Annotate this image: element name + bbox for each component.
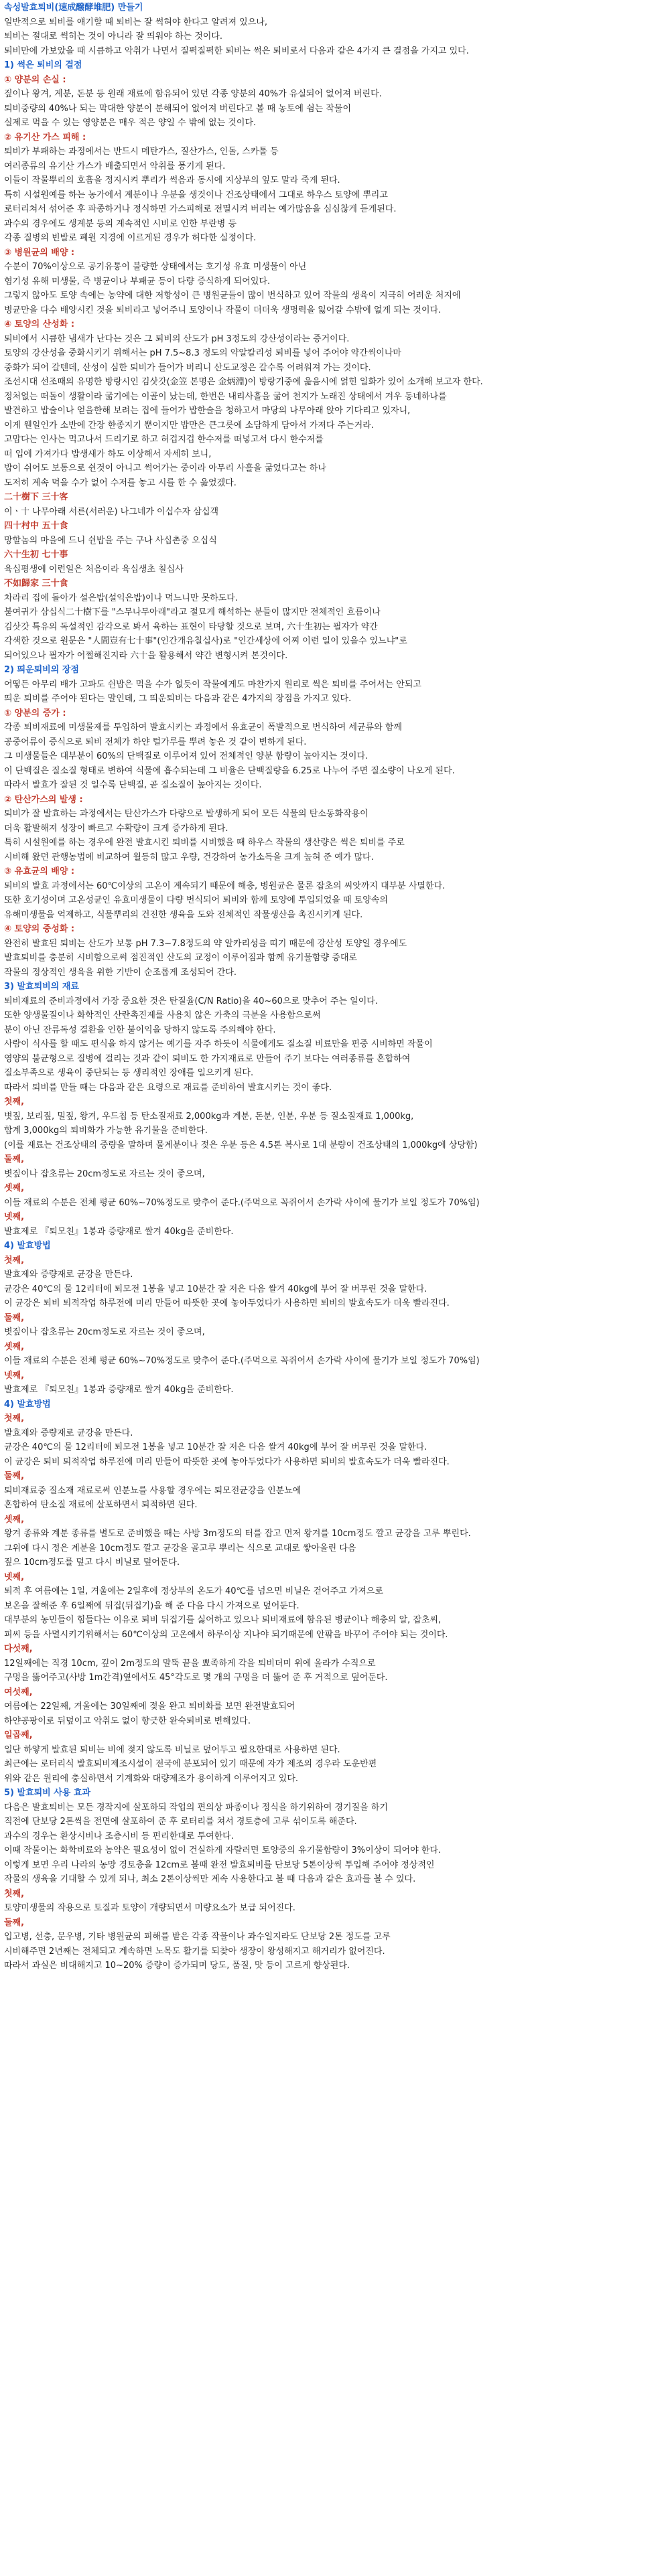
item-heading: 둘째,: [4, 1917, 25, 1928]
subsection-heading: ③ 병원균의 배양 :: [4, 247, 75, 258]
item-heading: 둘째,: [4, 1154, 25, 1164]
document-title: 속성발효퇴비(速成醱酵堆肥) 만들기: [4, 3, 143, 13]
paragraph-line: 각색한 것으로 원문은 "人間豈有七十事"(인간개유칠십사)로 "인간세상에 어찌 이런 일이 있을수 있느냐"로: [4, 636, 407, 646]
item-heading: 넷째,: [4, 1212, 25, 1222]
paragraph-line: 직전에 단보당 2톤씩을 전면에 살포하여 준 후 로터리를 쳐서 경토층에 고루 섞이도록 해준다.: [4, 1817, 357, 1827]
paragraph-line: 이렇게 보면 우리 나라의 농망 경토층을 12cm로 볼때 완전 발효퇴비를 단보당 5톤이상씩 투입해 주어야 정상적인: [4, 1860, 435, 1870]
subsection-heading: ④ 토양의 산성화 :: [4, 319, 75, 329]
paragraph-line: 볏짚이나 잡초류는 20cm정도로 자르는 것이 좋으며,: [4, 1327, 205, 1337]
paragraph-line: 시비해주면 2년째는 전체되고 계속하면 노목도 활기를 되찾아 생장이 왕성해지고 해거리가 없어진다.: [4, 1946, 385, 1957]
subsection-heading: ③ 유효균의 배양 :: [4, 866, 75, 877]
paragraph-line: 퇴비만에 가보았을 때 시큼하고 악취가 나면서 질펵질펵한 퇴비는 썩은 퇴비로서 다음과 같은 4가지 큰 결점을 가지고 있다.: [4, 46, 469, 56]
paragraph-line: 발견하고 밥술이나 얻을한해 보려는 집에 들어가 밥한술을 청하고서 마당의 나무아래 앉아 기다리고 있자니,: [4, 406, 411, 416]
paragraph-line: 과수의 경우는 환상시비나 조층시비 등 편리한대로 투여한다.: [4, 1831, 234, 1841]
paragraph-line: 고맙다는 인사는 먹고나서 드리기로 하고 허겁지겁 한수저를 떠넣고서 다시 한수저를: [4, 435, 324, 445]
paragraph-line: 다음은 발효퇴비는 모든 경작지에 살포하되 작업의 편의상 파종이나 정식을 하기위하여 경기질을 하기: [4, 1802, 388, 1813]
paragraph-line: 과수의 경우에도 생계분 등의 계속적인 시비로 인한 부란병 등: [4, 218, 237, 229]
item-heading: 다섯째,: [4, 1644, 33, 1654]
paragraph-line: 하얀공팡이로 뒤덮이고 악취도 없이 향긋한 완숙퇴비로 변해있다.: [4, 1716, 251, 1726]
paragraph-line: 퇴비에서 시큼한 냄새가 난다는 것은 그 퇴비의 산도가 pH 3정도의 강산성이라는 증거이다.: [4, 333, 350, 344]
paragraph-line: 이때 작물이는 화학비료와 농약은 필요성이 없이 건실하게 자랄러면 토양중의 유기물함량이 3%이상이 되어야 한다.: [4, 1845, 442, 1855]
paragraph-line: 이게 웬일인가 소반에 간장 한종지기 뿐이지만 밥만은 큰그릇에 소담하게 담아서 가져다 주는거라.: [4, 420, 374, 431]
item-heading: 첫째,: [4, 1097, 25, 1107]
paragraph-line: 최근에는 로터리식 발효퇴비제조시설이 전국에 분포되어 있기 때문에 자가 제조의 경우라 도운반편: [4, 1759, 377, 1769]
paragraph-line: 일반적으로 퇴비를 얘기할 때 퇴비는 잘 썩혀야 한다고 알려져 있으나,: [4, 17, 267, 27]
paragraph-line: 이들 재료의 수분은 전체 평균 60%~70%정도로 맞추어 준다.(주먹으로 꼭쥐어서 손가락 사이에 물기가 보일 정도가 70%임): [4, 1356, 480, 1366]
item-heading: 不如歸家 三十食: [4, 579, 68, 589]
paragraph-line: 사람이 식사를 할 때도 편식을 하지 않거는 예기를 자주 하듯이 식물에게도 질소질 비료만을 편중 시비하면 작물이: [4, 1039, 433, 1049]
paragraph-line: 대부분의 농민들이 힘들다는 이유로 퇴비 뒤집기를 싫어하고 있으나 퇴비재료에 함유된 병균이나 해충의 알, 잡초씨,: [4, 1615, 442, 1625]
paragraph-line: 분이 아닌 잔류독성 결환을 인한 불이익을 당하지 않도록 주의해야 한다.: [4, 1025, 276, 1035]
item-heading: 셋째,: [4, 1183, 25, 1193]
paragraph-line: 발효제와 증량재로 균강을 만든다.: [4, 1428, 133, 1438]
subsection-heading: ① 양분의 손실 :: [4, 74, 66, 85]
paragraph-line: 볏짚, 보리짚, 밀짚, 왕겨, 우드칩 등 탄소질재료 2,000kg과 계분, 돈분, 인분, 우분 등 질소질재료 1,000kg,: [4, 1111, 414, 1122]
item-heading: 첫째,: [4, 1888, 25, 1899]
paragraph-line: 피씨 등을 사멸시키기위해서는 60℃이상의 고온에서 하루이상 지나야 되기때문에 안팎을 바꾸어 주어야 되는 것이다.: [4, 1629, 448, 1640]
section-heading: 1) 썩은 퇴비의 결점: [4, 60, 82, 70]
item-heading: 四十村中 五十食: [4, 521, 68, 531]
section-heading: 4) 발효방법: [4, 1241, 51, 1251]
paragraph-line: 작물의 생육을 기대할 수 있게 되나, 최소 2톤이상씩만 계속 사용한다고 볼 때 다음과 같은 효과를 볼 수 있다.: [4, 1874, 416, 1884]
paragraph-line: 이들 재료의 수분은 전체 평균 60%~70%정도로 맞추어 준다.(주먹으로 꼭쥐어서 손가락 사이에 물기가 보일 정도가 70%임): [4, 1197, 480, 1208]
paragraph-line: 여름에는 22일째, 겨울에는 30일째에 젖을 완고 퇴비화를 보면 완전발효되어: [4, 1701, 295, 1712]
paragraph-line: 따라서 퇴비를 만들 때는 다음과 같은 요령으로 재료를 준비하여 발효시키는 것이 좋다.: [4, 1082, 332, 1093]
paragraph-line: 김삿갓 특유의 독설적인 감각으로 봐서 육하는 표현이 타당할 것으로 보며, 六十生初는 필자가 약간: [4, 621, 378, 632]
paragraph-line: 병균만을 다수 배양시킨 것을 퇴비라고 넣어주니 토양이나 작물이 더더욱 생명력을 잃어갈 수밖에 없게 되는 것이다.: [4, 305, 442, 315]
paragraph-line: 이 균강은 퇴비 퇴적작업 하루전에 미리 만들어 따뜻한 곳에 놓아두었다가 사용하면 퇴비의 발효속도가 더욱 빨라진다.: [4, 1298, 450, 1308]
paragraph-line: 균강은 40℃의 물 12리터에 퇴모전 1봉을 넣고 10분간 잘 저은 다음 쌀겨 40kg에 부어 잘 버무린 것을 말한다.: [4, 1284, 427, 1294]
paragraph-line: 위와 같은 원리에 충실하면서 기계화와 대량제조가 용이하게 이루어지고 있다.: [4, 1773, 299, 1784]
paragraph-line: 불여귀가 삼십식二十樹下를 "스무나무아래"라고 절묘게 해석하는 분들이 많지만 전체적인 흐름이나: [4, 607, 381, 617]
paragraph-line: 완전히 발효된 퇴비는 산도가 보통 pH 7.3~7.8정도의 약 알카리성을 띠기 때문에 강산성 토양일 경우에도: [4, 938, 407, 949]
subsection-heading: ④ 토양의 중성화 :: [4, 924, 75, 934]
paragraph-line: 혼합하여 탄소질 재료에 살포하면서 퇴적하면 된다.: [4, 1500, 198, 1510]
paragraph-line: 정처없는 떠돌이 생활이라 굶기에는 이골이 났는데, 한번은 내리사흘을 굶어 천지가 노래진 상태에서 겨우 동네하나를: [4, 391, 447, 402]
section-heading: 5) 발효퇴비 사용 효과: [4, 1788, 91, 1798]
paragraph-line: 로터리쳐서 섞어준 후 파종하거나 정식하면 가스피해로 전멸시켜 버리는 예가많음을 심심찮게 듣게된다.: [4, 204, 397, 214]
paragraph-line: 보온을 잘해준 후 6일째에 뒤집(뒤집기)을 해 준 다음 다시 가져으로 덮어둔다.: [4, 1600, 299, 1611]
paragraph-line: 토양미생물의 작용으로 토질과 토양이 개량되면서 미량요소가 보급 되어진다.: [4, 1903, 295, 1913]
paragraph-line: 발효제로 『퇴모친』1봉과 증량재로 쌀겨 40kg을 준비한다.: [4, 1226, 234, 1237]
paragraph-line: 이들이 작물뿌리의 호흡을 정지시켜 뿌리가 썩음과 동시에 지상부의 잎도 말라 죽게 된다.: [4, 175, 340, 185]
paragraph-line: 되어있으나 필자가 어쩔해진지라 六十을 활용해서 약간 변형시켜 본것이다.: [4, 650, 288, 661]
paragraph-line: 퇴비재료의 준비과정에서 가장 중요한 것은 탄질율(C/N Ratio)을 40~60으로 맞추어 주는 일이다.: [4, 996, 378, 1006]
item-heading: 넷째,: [4, 1572, 25, 1582]
item-heading: 둘째,: [4, 1471, 25, 1481]
item-heading: 첫째,: [4, 1255, 25, 1266]
paragraph-line: 도저히 계속 먹을 수가 없어 수저를 놓고 시를 한 수 읊었겠다.: [4, 477, 237, 488]
paragraph-line: 작물의 정상적인 생육을 위한 기반이 순조롭게 조성되어 간다.: [4, 967, 237, 978]
paragraph-line: 합계 3,000kg의 퇴비화가 가능한 유기물을 준비한다.: [4, 1126, 208, 1136]
item-heading: 셋째,: [4, 1341, 25, 1352]
paragraph-line: 볏짚이나 잡초류는 20cm정도로 자르는 것이 좋으며,: [4, 1168, 205, 1179]
item-heading: 둘째,: [4, 1312, 25, 1323]
paragraph-line: 짚이나 왕겨, 계분, 돈분 등 원래 재료에 함유되어 있던 각종 양분의 40%가 유실되어 없어져 버린다.: [4, 89, 382, 99]
paragraph-line: 입고병, 선충, 문우병, 기타 병원균의 피해를 받은 각종 작물이나 과수일지라도 단보당 2톤 정도를 고루: [4, 1932, 391, 1942]
section-heading: 3) 발효퇴비의 재료: [4, 982, 79, 992]
paragraph-line: 각종 질병의 빈발로 폐원 지경에 이르게된 경우가 허다한 실정이다.: [4, 233, 257, 243]
paragraph-line: 공중어류이 증식으로 퇴비 전체가 하얀 털가루를 뿌려 놓은 것 같이 변하게 된다.: [4, 737, 307, 747]
paragraph-line: 망할놈의 마을에 드니 쉰밥을 주는 구나 사십촌중 오십식: [4, 535, 217, 546]
paragraph-line: 특히 시설원예를 하는 경우에 완전 발효시킨 퇴비를 시비했을 때 하우스 작물의 생산량은 썩은 퇴비를 주로: [4, 838, 405, 848]
paragraph-line: 왕겨 종류와 계분 종류를 별도로 준비했을 때는 사방 3m정도의 터를 잡고 먼저 왕겨를 10cm정도 깔고 균강을 고루 뿌린다.: [4, 1529, 471, 1539]
paragraph-line: 질소부족으로 생육이 중단되는 등 생리적인 장애를 일으키게 된다.: [4, 1068, 254, 1078]
paragraph-line: 구멍을 뚫어주고(사방 1m간격)옆에서도 45°각도로 몇 개의 구멍을 더 뚫어 준 후 거적으로 덮어둔다.: [4, 1673, 388, 1683]
paragraph-line: 조선시대 선조때의 유명한 방랑시인 김삿갓(金笠 본명은 金炳淵)이 방랑기중에 읊음시에 얽힌 일화가 있어 소개해 보고자 한다.: [4, 377, 483, 387]
paragraph-line: 발효제와 증량재로 균강을 만든다.: [4, 1270, 133, 1280]
paragraph-line: 또한 호기성이며 고온성균인 유효미생물이 다량 번식되어 퇴비와 함께 토양에 투입되었을 때 토양속의: [4, 895, 388, 905]
paragraph-line: 그 미생물들은 대부분이 60%의 단백질로 이루어져 있어 전체적인 양분 함량이 높아지는 것이다.: [4, 751, 369, 761]
paragraph-line: 중화가 되어 갈텐데, 산성이 심한 퇴비가 들어가 버리니 산도교정은 갈수록 어려워져 가는 것이다.: [4, 362, 371, 373]
paragraph-line: 그위에 다시 정은 계분을 10cm정도 깔고 균강을 골고루 뿌리는 식으로 교대로 쌓아올린 다음: [4, 1543, 356, 1554]
subsection-heading: ② 유기산 가스 피해 :: [4, 132, 86, 143]
item-heading: 六十生初 七十事: [4, 550, 68, 560]
item-heading: 여섯째,: [4, 1687, 33, 1697]
item-heading: 일곱째,: [4, 1730, 33, 1740]
paragraph-line: 짚으 10cm정도를 덮고 다시 비닐로 덮어둔다.: [4, 1558, 180, 1568]
paragraph-line: 이ㆍ十 나무아래 서른(서러운) 나그네가 이십수자 삼십객: [4, 506, 219, 517]
paragraph-line: 퇴비가 잘 발효하는 과정에서는 탄산가스가 다량으로 발생하게 되어 모든 식물의 탄소동화작용이: [4, 809, 369, 819]
paragraph-line: 영양의 불균형으로 질병에 걸리는 것과 같이 퇴비도 한 가지재료로 만들어 주기 보다는 여러종류를 혼합하여: [4, 1053, 411, 1064]
section-heading: 4) 발효방법: [4, 1399, 51, 1410]
paragraph-line: 퇴비중량의 40%나 되는 막대한 양분이 분해되어 없어져 버린다고 볼 때 농토에 쉼는 작물이: [4, 103, 352, 114]
paragraph-line: 더욱 활발해져 성장이 빠르고 수확량이 크게 증가하게 된다.: [4, 823, 228, 834]
paragraph-line: 퇴적 후 여름에는 1일, 겨울에는 2일후에 정상부의 온도가 40℃를 넘으면 비닐은 걷어주고 가져으로: [4, 1586, 384, 1596]
paragraph-line: 수분이 70%이상으로 공기유통이 불량한 상태에서는 호기성 유효 미생물이 아닌: [4, 262, 307, 272]
paragraph-line: 띄운 퇴비를 주어야 된다는 말인데, 그 띄운퇴비는 다음과 같은 4가지의 장점을 가지고 있다.: [4, 694, 352, 704]
paragraph-line: 이 균강은 퇴비 퇴적작업 하루전에 미리 만들어 따뜻한 곳에 놓아두었다가 사용하면 퇴비의 발효속도가 더욱 빨라진다.: [4, 1456, 450, 1467]
paragraph-line: 혐기성 유해 미생물, 즉 병균이나 부패균 등이 다량 증식하게 되어있다.: [4, 276, 271, 287]
paragraph-line: 퇴비재료중 질소재 재료로써 인분뇨를 사용할 경우에는 퇴모전균강을 인분뇨에: [4, 1485, 302, 1496]
paragraph-line: 어떻든 아무리 배가 고파도 쉰밥은 먹을 수가 없듯이 작물에게도 마찬가지 원리로 썩은 퇴비를 주어서는 안되고: [4, 679, 421, 690]
paragraph-line: 또한 양생물질이나 화학적인 산란촉진제를 사용치 않은 가축의 극분을 사용함으로써: [4, 1010, 321, 1020]
paragraph-line: 차라리 집에 돌아가 설은밥(설익은밥)이나 먹느니만 못하도다.: [4, 593, 238, 603]
paragraph-line: 밥이 쉬어도 보통으로 쉰것이 아니고 썩어가는 중이라 아무리 사흘을 굶었다고는 하나: [4, 463, 326, 473]
paragraph-line: 발효제로 『퇴모친』1봉과 증량재로 쌀겨 40kg을 준비한다.: [4, 1385, 234, 1395]
paragraph-line: 각종 퇴비재료에 미생물제를 투입하여 발효시키는 과정에서 유효균이 폭발적으로 번식하여 세균류와 함께: [4, 723, 402, 733]
paragraph-line: 육십평생에 이런일은 처음이라 육십생초 칠십사: [4, 564, 184, 575]
paragraph-line: 일단 하얗게 발효된 퇴비는 비에 젖지 않도록 비닐로 덮어두고 필요한대로 사용하면 된다.: [4, 1744, 340, 1755]
subsection-heading: ① 양분의 증가 :: [4, 708, 66, 718]
item-heading: 셋째,: [4, 1514, 25, 1525]
paragraph-line: 여러종류의 유기산 가스가 배출되면서 악취를 풍기게 된다.: [4, 161, 226, 171]
paragraph-line: 떠 입에 가져가다 밥생새가 하도 이상해서 자세히 보니,: [4, 449, 212, 459]
paragraph-line: 그렇지 않아도 토양 속에는 농약에 대한 저항성이 큰 병원균들이 많이 번식하고 있어 작물의 생육이 지극히 어려운 처지에: [4, 291, 461, 301]
paragraph-line: 따라서 과실은 비대해지고 10~20% 증량이 증가되며 당도, 품질, 맛 등이 고르게 향상된다.: [4, 1961, 350, 1971]
paragraph-line: 퇴비는 절대로 썩히는 것이 아니라 잘 띄워야 하는 것이다.: [4, 31, 223, 42]
item-heading: 二十樹下 三十客: [4, 492, 68, 502]
paragraph-line: 실제로 먹을 수 있는 영양분은 매우 적은 양일 수 밖에 없는 것이다.: [4, 118, 257, 128]
paragraph-line: 이 단백질은 질소질 형태로 변하여 식물에 흡수되는데 그 비율은 단백질량을 6.25로 나누어 주면 질소량이 나오게 된다.: [4, 765, 455, 776]
item-heading: 넷째,: [4, 1370, 25, 1381]
paragraph-line: 따라서 발효가 잘된 것 일수록 단백질, 곧 질소질이 높아지는 것이다.: [4, 780, 262, 790]
item-heading: 첫째,: [4, 1414, 25, 1424]
paragraph-line: 시비해 왔던 관행농법에 비교하여 월등히 많고 우량, 건강하여 농가소득을 크게 높혀 준 예가 많다.: [4, 852, 374, 862]
section-heading: 2) 띄운퇴비의 장점: [4, 665, 79, 675]
paragraph-line: 유해미생물을 억제하고, 식물뿌리의 건전한 생육을 도와 전체적인 작물생산을 촉진시키게 된다.: [4, 909, 363, 920]
paragraph-line: 퇴비의 발효 과정에서는 60℃이상의 고온이 계속되기 때문에 해충, 병원균은 물론 잡초의 씨앗까지 대부분 사멸한다.: [4, 881, 446, 891]
paragraph-line: 토양의 강산성을 중화시키기 위해서는 pH 7.5~8.3 정도의 약알칼리성 퇴비를 넣어 주어야 약간씩이나마: [4, 348, 401, 358]
subsection-heading: ② 탄산가스의 발생 :: [4, 794, 83, 805]
paragraph-line: (이를 재료는 건조상태의 중량을 말하며 물계분이나 젖은 우분 등은 4.5톤 복사로 1대 분량이 건조상태의 1,000kg에 상당함): [4, 1140, 478, 1150]
paragraph-line: 12일째에는 직경 10cm, 깊이 2m정도의 말뚝 끝을 뾰족하게 각을 퇴비더미 위에 올라가 수직으로: [4, 1658, 376, 1669]
paragraph-line: 특히 시설원예를 하는 농가에서 계분이나 우분을 생것이나 건조상태에서 그대로 하우스 토양에 뿌리고: [4, 190, 388, 200]
paragraph-line: 균강은 40℃의 물 12리터에 퇴모전 1봉을 넣고 10분간 잘 저은 다음 쌀겨 40kg에 부어 잘 버무린 것을 말한다.: [4, 1442, 427, 1452]
paragraph-line: 발효퇴비를 충분히 시비함으로써 점진적인 산도의 교정이 이루어짐과 함께 유기물함량 증대로: [4, 953, 357, 963]
paragraph-line: 퇴비가 부패하는 과정에서는 반드시 메탄가스, 질산가스, 인돌, 스카톨 등: [4, 147, 279, 157]
